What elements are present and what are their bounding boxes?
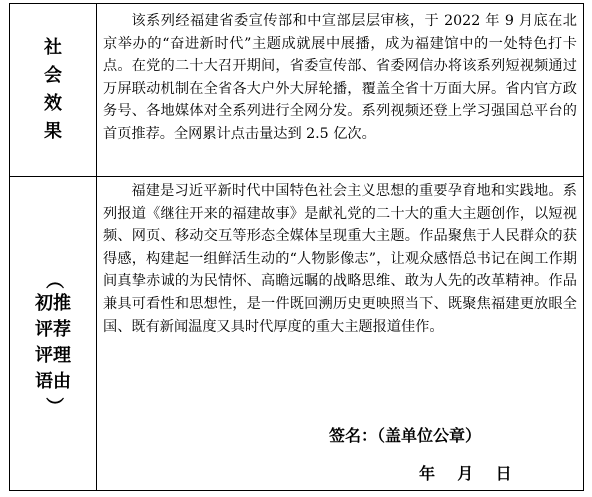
label-open-paren: （ xyxy=(43,271,64,289)
label-line: 评理 xyxy=(35,345,71,366)
label-char: 效 xyxy=(44,93,62,114)
row-label-social-effect xyxy=(10,34,96,146)
row-label-cell xyxy=(10,177,96,490)
row-content-cell xyxy=(97,177,583,490)
label-close-paren: ） xyxy=(43,397,64,415)
date-line: 年 月 日 xyxy=(419,464,512,483)
row-label-cell xyxy=(10,4,96,176)
table-row-recommendation xyxy=(10,177,583,490)
label-line: 初推 xyxy=(35,293,71,314)
label-char: 会 xyxy=(44,65,62,86)
row-label-recommendation xyxy=(10,269,96,417)
label-line: 语由 xyxy=(35,371,71,392)
label-char: 社 xyxy=(44,37,62,58)
row-content-cell xyxy=(97,4,583,176)
label-char: 果 xyxy=(44,121,62,142)
label-line: 评荐 xyxy=(35,319,71,340)
social-effect-paragraph: 该系列经福建省委宣传部和中宣部层层审核，于 2022 年 9 月底在北京举办的“奋进新时代”主题成就展中展播，成为福建馆中的一处特色打卡点。在党的二十大召开期间，省委宣传部、省委网信办将该系列短视频通过万屏联动机制在全省各大户外大屏轮播，覆盖全省十万面大屏。省内官方政务号、各地媒体对全系列进行全网分发。系列视频还登上学习强国总平台的首页推荐。全网累计点击量达到 2.5 亿次。 xyxy=(103,13,577,142)
evaluation-table xyxy=(9,3,584,491)
recommendation-paragraph: 福建是习近平新时代中国特色社会主义思想的重要孕育地和实践地。系列报道《继往开来的福建故事》是献礼党的二十大的重大主题创作，以短视频、网页、移动交互等形态全媒体呈现重大主题。作品聚焦于人民群众的获得感，构建起一组鲜活生动的“人物影像志”，让观众感悟总书记在闽工作期间真挚赤诚的为民情怀、高瞻远瞩的战略思维、敢为人先的改革精神。作品兼具可看性和思想性，是一件既回溯历史更映照当下、既聚焦福建更放眼全国、既有新闻温度又具时代厚度的重大主题报道佳作。 xyxy=(103,183,577,335)
signature-line: 签名：（盖单位公章） xyxy=(329,426,482,445)
table-row-social-effect xyxy=(10,4,583,177)
